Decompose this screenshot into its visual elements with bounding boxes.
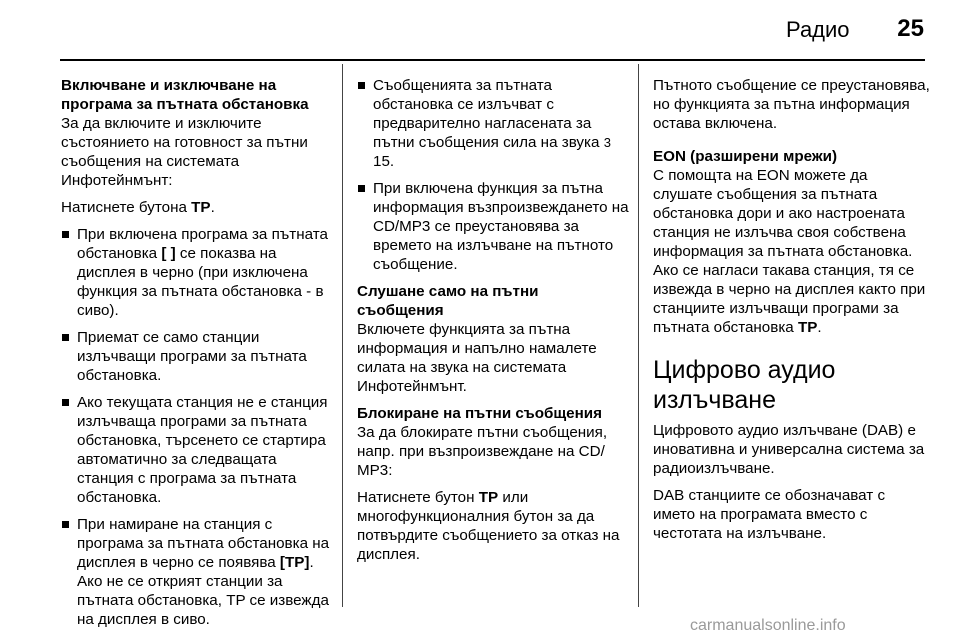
text-run: . bbox=[817, 319, 822, 336]
listen-paragraph: Включете функцията за пътна информация и напълно намалете силата на звука на системата Инфотейнмънт. bbox=[357, 321, 597, 395]
dab-paragraph-1: Цифровото аудио излъчване (DAB) е иновативна и универсална система за радиоизлъчване. bbox=[653, 422, 925, 477]
tp-key-label: TP bbox=[797, 319, 818, 336]
list-item bbox=[357, 76, 629, 171]
tp-indicator-label: [ ] bbox=[161, 245, 176, 262]
section-heading-eon: EON (разширени мрежи) bbox=[653, 148, 838, 165]
text-run: При включена програма за пътната обстановка bbox=[77, 226, 328, 262]
bullet-list-1 bbox=[61, 225, 331, 629]
text-run: Натиснете бутон bbox=[357, 489, 479, 506]
section-heading-dab: Цифрово аудио излъчване bbox=[653, 356, 836, 414]
section-heading-block: Блокиране на пътни съобщения bbox=[357, 405, 603, 422]
text-run: се показва на дисплея в черно (при изключена функция за пътната обстановка - в сиво). bbox=[77, 245, 324, 319]
section-heading-tp: Включване и изключване на програма за пътната обстановка bbox=[61, 77, 309, 113]
press-tp-paragraph bbox=[61, 198, 331, 217]
page-header bbox=[0, 0, 960, 60]
interrupt-paragraph: Пътното съобщение се преустановява, но функцията за пътна информация остава включена. bbox=[653, 77, 930, 132]
text-run: При намиране на станция с програма за пътната обстановка на дисплея в черно се появява bbox=[77, 516, 330, 571]
intro-paragraph: За да включите и изключите състоянието на готовност за пътни съобщения на системата Инфотейнмънт: bbox=[61, 115, 308, 189]
section-heading-listen: Слушане само на пътни съобщения bbox=[357, 283, 539, 319]
page-number: 25 bbox=[897, 15, 924, 42]
column-divider-1 bbox=[342, 64, 343, 607]
list-item bbox=[61, 225, 331, 320]
eon-paragraph bbox=[653, 166, 931, 337]
text-run: . bbox=[210, 199, 215, 216]
dab-paragraph-2: DAB станциите се обозначават с името на програмата вместо с честотата на излъчване. bbox=[653, 487, 886, 542]
bullet-list-2 bbox=[357, 76, 629, 274]
column-2 bbox=[357, 76, 629, 572]
tp-key-label: TP bbox=[478, 489, 499, 506]
text-run: . Ако не се открият станции за пътната обстановка, TP се извежда на дисплея в сиво. bbox=[77, 554, 329, 628]
block-paragraph: За да блокирате пътни съобщения, напр. при възпроизвеждане на CD/ MP3: bbox=[357, 424, 608, 479]
column-divider-2 bbox=[638, 64, 639, 607]
page-reference: 15. bbox=[373, 153, 395, 170]
text-run: Натиснете бутона bbox=[61, 199, 192, 216]
tp-key-label: TP bbox=[191, 199, 211, 216]
column-3 bbox=[653, 76, 931, 551]
watermark: carmanualsonline.info bbox=[690, 617, 846, 634]
tp-indicator-label: [TP] bbox=[279, 554, 310, 571]
text-run: Съобщенията за пътната обстановка се излъчват с предварително нагласената за пътни съобщения сила на звука bbox=[373, 77, 604, 151]
page-reference-icon: 3 bbox=[603, 135, 611, 150]
list-item: Приемат се само станции излъчващи програми за пътната обстановка. bbox=[61, 328, 331, 385]
header-rule bbox=[60, 59, 925, 61]
section-title: Радио bbox=[786, 17, 850, 42]
text-run: или многофункционалния бутон за да потвърдите съобщението за отказ на дисплея. bbox=[357, 489, 620, 563]
list-item: При включена функция за пътна информация възпроизвеждането на CD/MP3 се преустановява за времето на излъчване на пътното съобщение. bbox=[357, 179, 629, 274]
text-run: С помощта на EON можете да слушате съобщения за пътната обстановка дори и ако настроената станция не излъчва своя собствена информация за пътната обстановка. Ако се нагласи такава станция, тя се извежда в черно на дисплея както при станциите излъчващи програми за пътната обстановка bbox=[653, 167, 926, 336]
list-item bbox=[61, 515, 331, 629]
list-item: Ако текущата станция не е станция излъчваща програми за пътната обстановка, търсенето се стартира автоматично за следващата станция с програма за пътната обстановка. bbox=[61, 393, 331, 507]
press-tp-paragraph-2 bbox=[357, 488, 629, 564]
column-1 bbox=[61, 76, 331, 637]
